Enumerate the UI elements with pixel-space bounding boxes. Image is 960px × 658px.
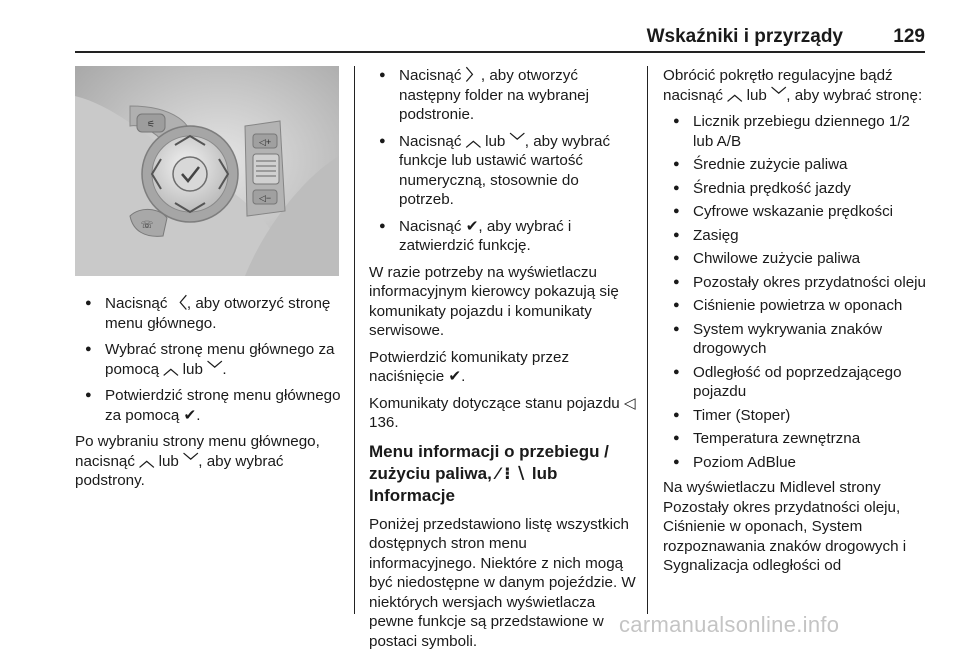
page-reference-icon: ◁ <box>623 394 636 412</box>
left-chevron-icon: 〈 <box>171 295 187 312</box>
column-divider-right <box>647 66 648 614</box>
checkmark-icon: ✔ <box>448 368 462 385</box>
column-2 <box>369 66 637 658</box>
paragraph: Po wybraniu strony menu głównego, nacisnąć ︿ lub ﹀, aby wybrać podstrony. <box>75 433 320 489</box>
column-1 <box>75 66 345 498</box>
watermark: carmanualsonline.info <box>619 612 840 637</box>
svg-text:☏: ☏ <box>140 220 154 231</box>
down-chevron-icon: ﹀ <box>509 132 525 150</box>
info-pages-list <box>663 112 927 472</box>
svg-text:◁+: ◁+ <box>258 137 272 147</box>
down-chevron-icon: ﹀ <box>207 360 223 378</box>
svg-text:◁−: ◁− <box>258 193 272 203</box>
list-item: ● Licznik przebiegu dziennego 1/2 lub A/B <box>663 112 927 151</box>
list-item: ● Chwilowe zużycie paliwa <box>663 249 927 269</box>
page-title: Wskaźniki i przyrządy <box>646 26 843 47</box>
checkmark-icon: ✔ <box>465 217 479 235</box>
trip-fuel-icon: ⁄ ⁝ ∖ <box>496 463 528 483</box>
submenu-steps-list <box>369 66 637 256</box>
svg-text:⚟: ⚟ <box>146 119 156 129</box>
up-chevron-icon: ︿ <box>163 360 179 378</box>
list-item: ● Odległość od poprzedzającego pojazdu <box>663 363 927 402</box>
list-item: ● Nacisnąć 〈, aby otworzyć stronę menu głównego. <box>75 294 345 333</box>
down-chevron-icon: ﹀ <box>771 86 787 104</box>
list-item: ● Temperatura zewnętrzna <box>663 429 927 449</box>
list-item: ● Ciśnienie powietrza w oponach <box>663 296 927 316</box>
right-chevron-icon: 〉 <box>465 67 481 84</box>
list-item: ● Zasięg <box>663 226 927 246</box>
list-item: ● Poziom AdBlue <box>663 453 927 473</box>
steering-wheel-illustration <box>75 66 339 276</box>
thumbwheel <box>253 154 279 184</box>
up-chevron-icon: ︿ <box>727 86 743 104</box>
column-divider-left <box>354 66 355 614</box>
column-3 <box>663 66 927 583</box>
page-number: 129 <box>893 26 925 47</box>
list-item: ● Pozostały okres przydatności oleju <box>663 273 927 293</box>
paragraph: Komunikaty dotyczące stanu pojazdu ◁ 136. <box>369 394 636 431</box>
paragraph: Poniżej przedstawiono listę wszystkich dostępnych stron menu informacyjnego. Niektóre z nich mogą być niedostępne w danym pojeździe. W niektórych wersjach wyświetlacza pewne funkcje są przedstawione w postaci symboli. <box>369 515 636 650</box>
list-item: ● System wykrywania znaków drogowych <box>663 320 927 359</box>
list-item: ● Timer (Stoper) <box>663 406 927 426</box>
up-chevron-icon: ︿ <box>139 452 155 470</box>
list-item: ● Średnia prędkość jazdy <box>663 179 927 199</box>
steering-wheel-controls-figure <box>75 66 339 276</box>
list-item: ● Cyfrowe wskazanie prędkości <box>663 202 927 222</box>
paragraph: W razie potrzeby na wyświetlaczu informacyjnym kierowcy pokazują się komunikaty pojazdu i komunikaty serwisowe. <box>369 263 619 339</box>
paragraph: Obrócić pokrętło regulacyjne bądź nacisnąć ︿ lub ﹀, aby wybrać stronę: <box>663 67 923 104</box>
list-item: ● Wybrać stronę menu głównego za pomocą ︿ lub ﹀. <box>75 340 345 379</box>
down-chevron-icon: ﹀ <box>183 452 199 470</box>
ok-button <box>173 157 207 191</box>
checkmark-icon: ✔ <box>183 406 197 424</box>
list-item: ● Nacisnąć ✔, aby wybrać i zatwierdzić funkcję. <box>369 217 637 256</box>
list-item: ● Potwierdzić stronę menu głównego za pomocą ✔. <box>75 386 345 425</box>
list-item: ● Nacisnąć 〉, aby otworzyć następny folder na wybranej podstronie. <box>369 66 637 125</box>
paragraph: Potwierdzić komunikaty przez naciśnięcie ✔. <box>369 348 570 385</box>
list-item: ● Nacisnąć ︿ lub ﹀, aby wybrać funkcje lub ustawić wartość numeryczną, stosownie do potrzeb. <box>369 132 637 210</box>
menu-steps-list <box>75 294 345 425</box>
section-heading: Menu informacji o przebiegu / zużyciu paliwa, ⁄ ⁝ ∖ lub Informacje <box>369 441 609 505</box>
list-item: ● Średnie zużycie paliwa <box>663 155 927 175</box>
page-header <box>75 26 925 52</box>
up-chevron-icon: ︿ <box>465 132 481 150</box>
header-rule <box>75 51 925 53</box>
paragraph: Na wyświetlaczu Midlevel strony Pozostały okres przydatności oleju, Ciśnienie w oponach, System rozpoznawania znaków drogowych i Sygnalizacja odległości od <box>663 479 907 574</box>
